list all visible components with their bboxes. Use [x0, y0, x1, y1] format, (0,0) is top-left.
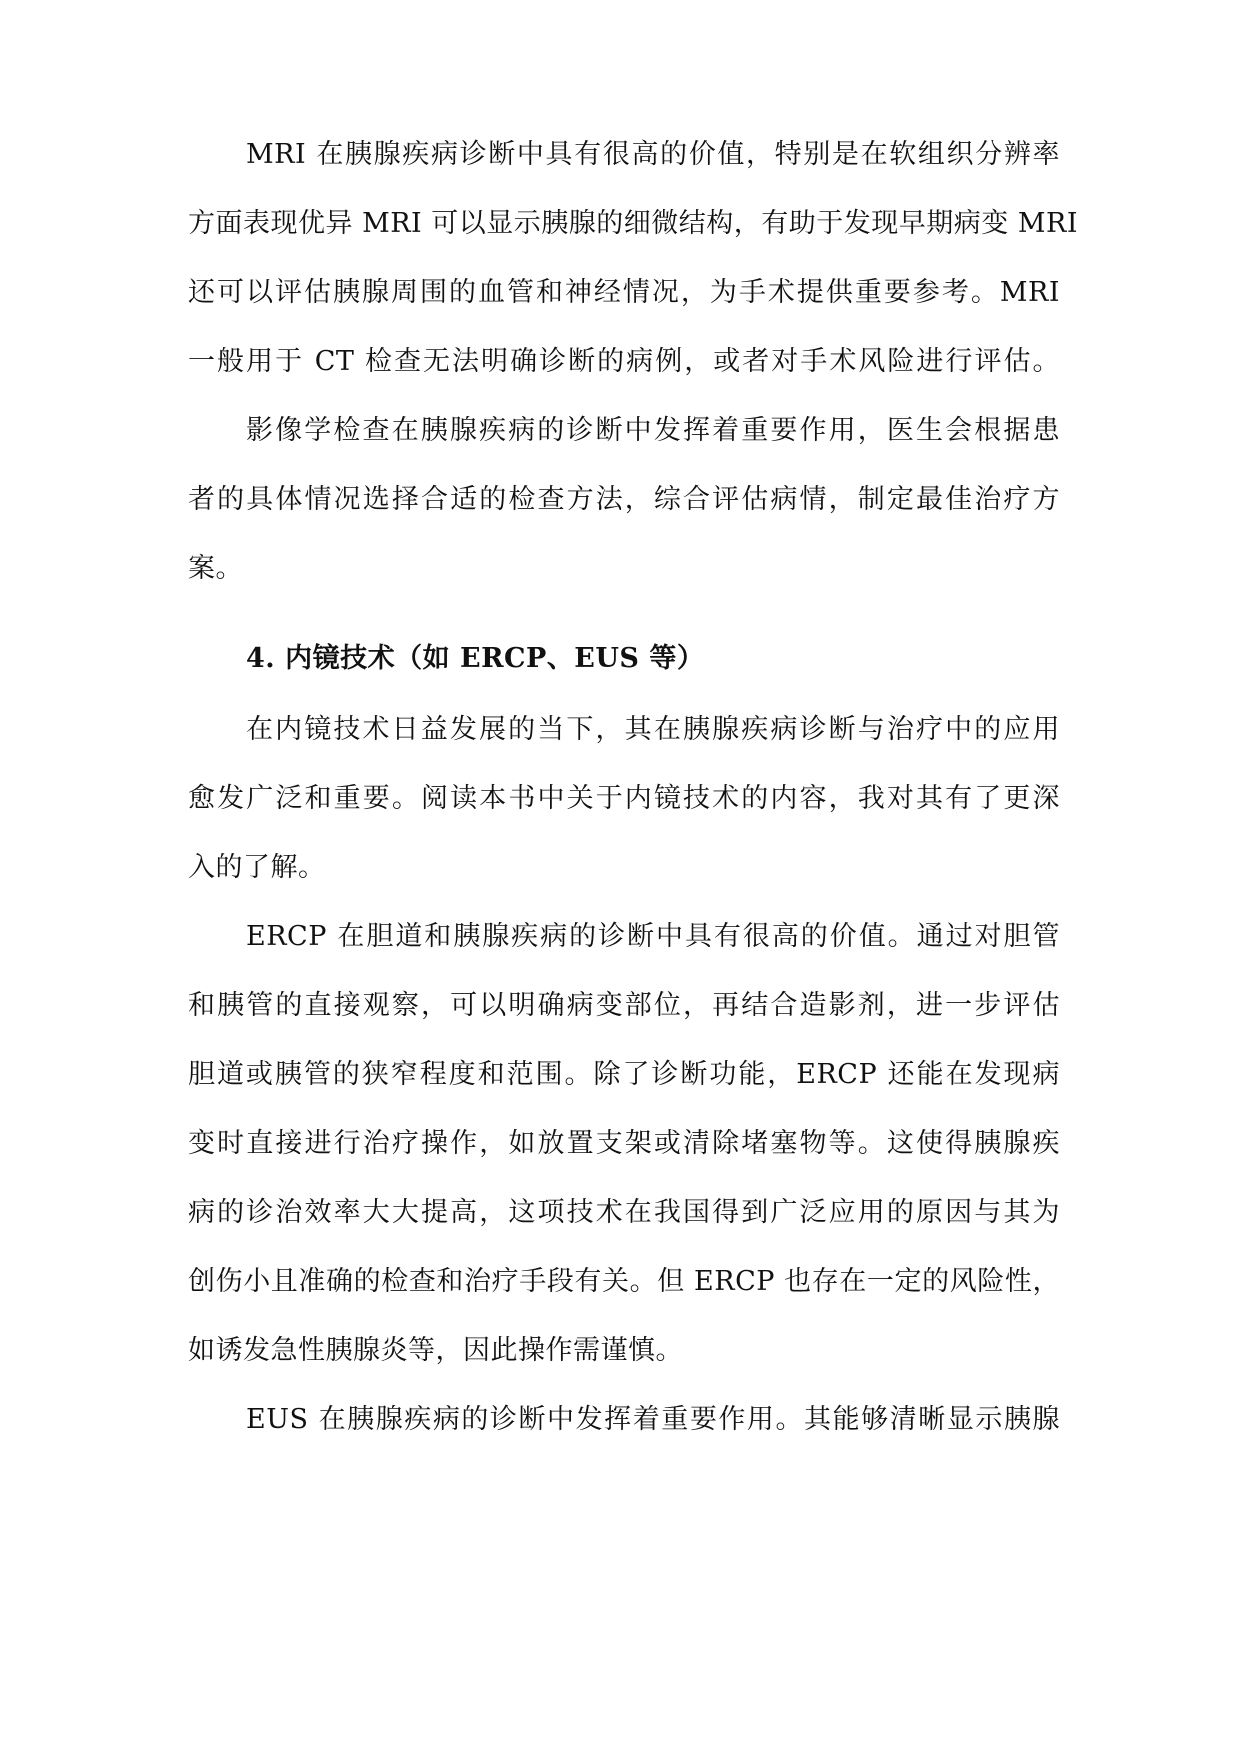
section-paragraph-2-line-7: 如诱发急性胰腺炎等，因此操作需谨慎。 — [188, 1335, 683, 1366]
section-paragraph-2-line-6: 创伤小且准确的检查和治疗手段有关。但 ERCP 也存在一定的风险性， — [188, 1266, 1060, 1297]
section-paragraph-2-line-5: 病的诊治效率大大提高，这项技术在我国得到广泛应用的原因与其为 — [188, 1197, 1060, 1228]
section-paragraph-2-line-2: 和胰管的直接观察，可以明确病变部位，再结合造影剂，进一步评估 — [188, 990, 1060, 1021]
paragraph-1-line-4: 一般用于 CT 检查无法明确诊断的病例，或者对手术风险进行评估。 — [188, 346, 1060, 377]
paragraph-1-line-1: MRI 在胰腺疾病诊断中具有很高的价值，特别是在软组织分辨率 — [246, 139, 1060, 170]
paragraph-2-line-3: 案。 — [188, 553, 243, 584]
paragraph-1-line-2: 方面表现优异 MRI 可以显示胰腺的细微结构，有助于发现早期病变 MRI — [188, 208, 1079, 239]
paragraph-2-line-2: 者的具体情况选择合适的检查方法，综合评估病情，制定最佳治疗方 — [188, 484, 1060, 515]
section-heading: 4. 内镜技术（如 ERCP、EUS 等） — [246, 643, 705, 674]
section-paragraph-2-line-3: 胆道或胰管的狭窄程度和范围。除了诊断功能，ERCP 还能在发现病 — [188, 1059, 1060, 1090]
section-paragraph-2-line-1: ERCP 在胆道和胰腺疾病的诊断中具有很高的价值。通过对胆管 — [246, 921, 1060, 952]
section-paragraph-3-line-1: EUS 在胰腺疾病的诊断中发挥着重要作用。其能够清晰显示胰腺 — [246, 1404, 1060, 1435]
section-paragraph-1-line-2: 愈发广泛和重要。阅读本书中关于内镜技术的内容，我对其有了更深 — [188, 783, 1060, 814]
section-paragraph-1-line-1: 在内镜技术日益发展的当下，其在胰腺疾病诊断与治疗中的应用 — [246, 714, 1060, 745]
paragraph-1-line-3: 还可以评估胰腺周围的血管和神经情况，为手术提供重要参考。MRI — [188, 277, 1060, 308]
paragraph-2-line-1: 影像学检查在胰腺疾病的诊断中发挥着重要作用，医生会根据患 — [246, 415, 1060, 446]
section-paragraph-2-line-4: 变时直接进行治疗操作，如放置支架或清除堵塞物等。这使得胰腺疾 — [188, 1128, 1060, 1159]
section-paragraph-1-line-3: 入的了解。 — [188, 852, 326, 883]
